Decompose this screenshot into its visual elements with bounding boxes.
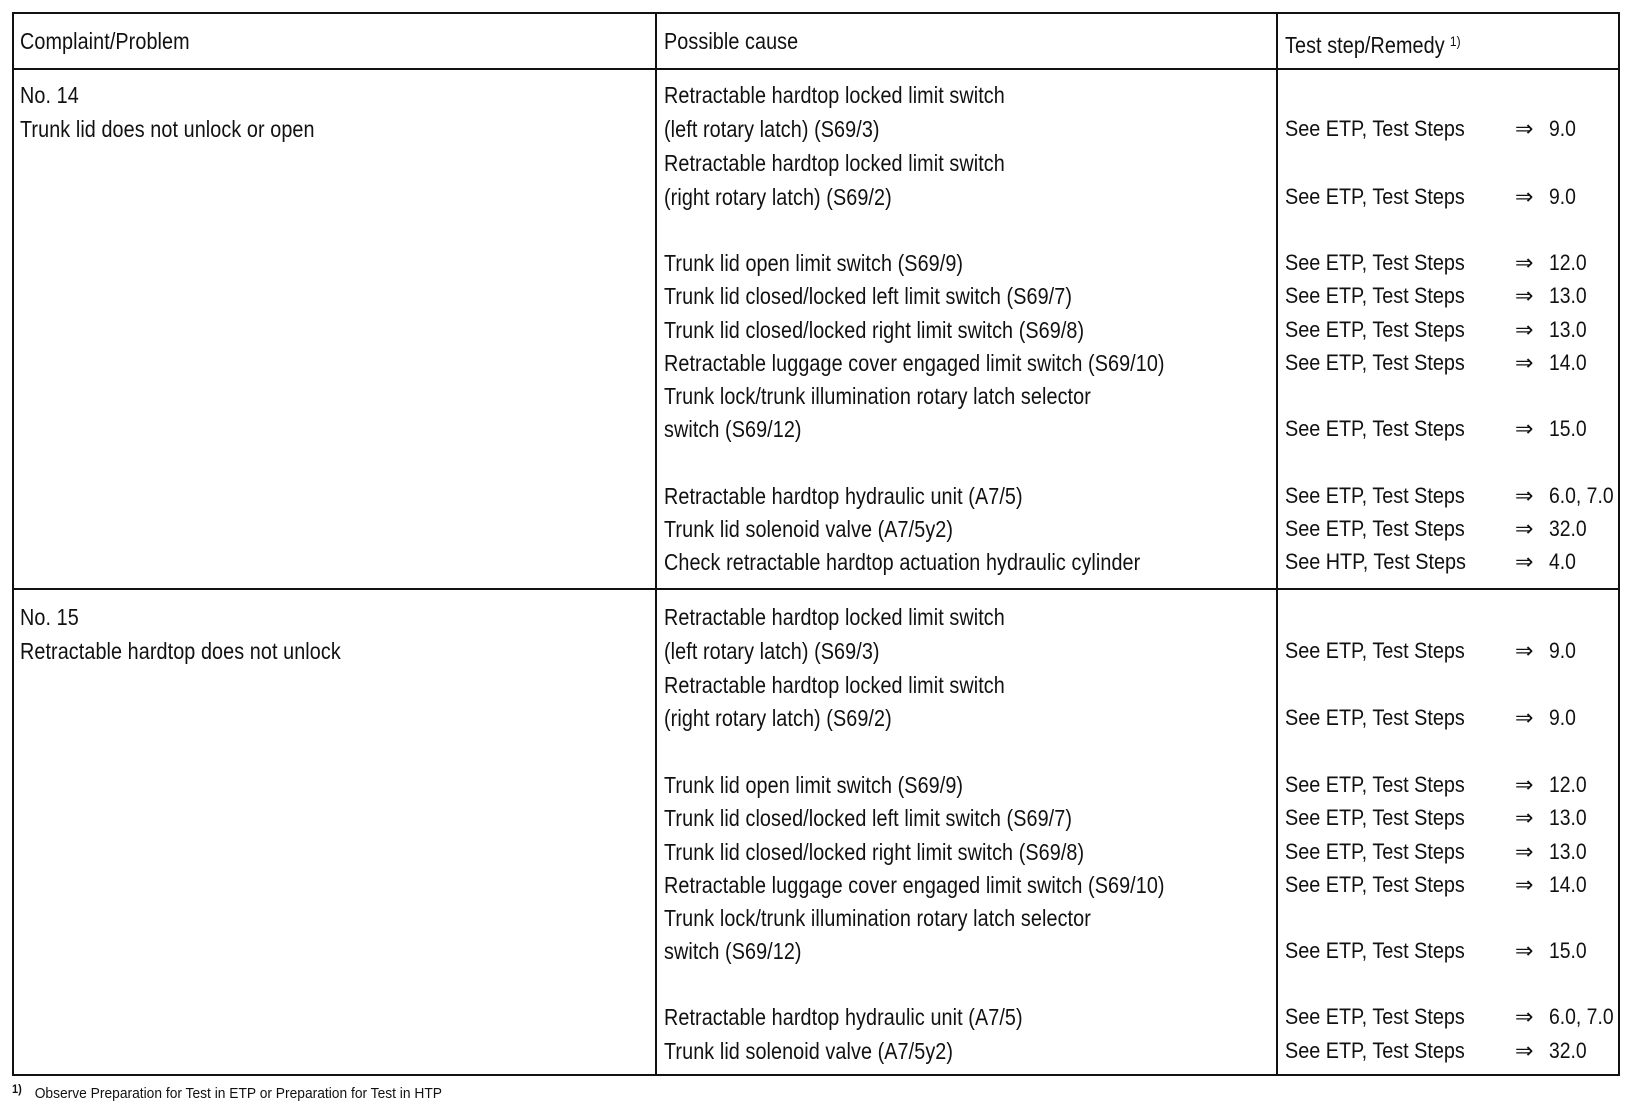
header-remedy (1285, 28, 1461, 58)
column-divider-cause (655, 12, 657, 1076)
remedy-step: 32.0 (1549, 1038, 1587, 1063)
row-15-remedy (1285, 839, 1592, 865)
arrow-icon: ⇒ (1515, 638, 1534, 663)
remedy-text: See ETP, Test Steps (1285, 516, 1465, 541)
remedy-text: See ETP, Test Steps (1285, 283, 1465, 308)
remedy-text: See ETP, Test Steps (1285, 317, 1465, 342)
row-15-remedy (1285, 638, 1580, 664)
arrow-icon: ⇒ (1515, 350, 1534, 375)
footnote-text: Observe Preparation for Test in ETP or Preparation for Test in HTP (34, 1085, 442, 1102)
row-14-remedy (1285, 116, 1580, 142)
row-15-complaint: Retractable hardtop does not unlock (20, 638, 341, 664)
row-15-cause-line: Trunk lid solenoid valve (A7/5y2) (664, 1038, 954, 1064)
row-15-cause-line: Retractable hardtop locked limit switch (664, 604, 1005, 630)
remedy-text: See ETP, Test Steps (1285, 705, 1465, 730)
remedy-step: 6.0, 7.0 (1549, 483, 1614, 508)
arrow-icon: ⇒ (1515, 516, 1534, 541)
arrow-icon: ⇒ (1515, 549, 1534, 574)
row-15-cause-line: Trunk lid open limit switch (S69/9) (664, 772, 964, 798)
remedy-step: 15.0 (1549, 938, 1587, 963)
header-cause: Possible cause (664, 28, 799, 54)
footnote-mark: 1) (12, 1082, 22, 1096)
remedy-step: 9.0 (1549, 638, 1576, 663)
row-15-remedy (1285, 805, 1592, 831)
arrow-icon: ⇒ (1515, 839, 1534, 864)
header-remedy-label: Test step/Remedy (1285, 32, 1445, 58)
arrow-icon: ⇒ (1515, 483, 1534, 508)
remedy-step: 12.0 (1549, 250, 1587, 275)
row-14-cause-line: Trunk lid open limit switch (S69/9) (664, 250, 964, 276)
row-15-number: No. 15 (20, 604, 79, 630)
remedy-step: 9.0 (1549, 116, 1576, 141)
column-divider-remedy (1276, 12, 1278, 1076)
row-14-remedy (1285, 516, 1592, 542)
remedy-step: 13.0 (1549, 283, 1587, 308)
remedy-text: See ETP, Test Steps (1285, 805, 1465, 830)
row-15-remedy (1285, 872, 1592, 898)
row-14-remedy (1285, 483, 1622, 509)
row-15-cause-line: (left rotary latch) (S69/3) (664, 638, 880, 664)
row-14-remedy (1285, 250, 1592, 276)
arrow-icon: ⇒ (1515, 416, 1534, 441)
remedy-text: See ETP, Test Steps (1285, 638, 1465, 663)
row-14-number: No. 14 (20, 82, 79, 108)
remedy-text: See HTP, Test Steps (1285, 549, 1466, 574)
row-15-cause-line: Retractable hardtop hydraulic unit (A7/5) (664, 1004, 1023, 1030)
arrow-icon: ⇒ (1515, 1038, 1534, 1063)
row-14-cause-line: (left rotary latch) (S69/3) (664, 116, 880, 142)
remedy-text: See ETP, Test Steps (1285, 483, 1465, 508)
remedy-step: 13.0 (1549, 805, 1587, 830)
header-remedy-footnote-ref: 1) (1449, 33, 1461, 49)
arrow-icon: ⇒ (1515, 250, 1534, 275)
header-divider (12, 68, 1620, 70)
arrow-icon: ⇒ (1515, 772, 1534, 797)
row-15-cause-line: Trunk lock/trunk illumination rotary latch selector (664, 905, 1091, 931)
remedy-step: 12.0 (1549, 772, 1587, 797)
row-15-cause-line: Trunk lid closed/locked right limit switch (S69/8) (664, 839, 1085, 865)
row-14-complaint: Trunk lid does not unlock or open (20, 116, 315, 142)
arrow-icon: ⇒ (1515, 938, 1534, 963)
row-divider (12, 588, 1620, 590)
row-14-cause-line: Retractable luggage cover engaged limit switch (S69/10) (664, 350, 1165, 376)
row-15-cause-line: Trunk lid closed/locked left limit switch (S69/7) (664, 805, 1073, 831)
row-14-remedy (1285, 350, 1592, 376)
remedy-step: 14.0 (1549, 872, 1587, 897)
row-15-cause-line: switch (S69/12) (664, 938, 802, 964)
remedy-text: See ETP, Test Steps (1285, 350, 1465, 375)
row-14-cause-line: Retractable hardtop locked limit switch (664, 150, 1005, 176)
row-14-cause-line: Trunk lid closed/locked right limit switch (S69/8) (664, 317, 1085, 343)
row-14-cause-line: Retractable hardtop locked limit switch (664, 82, 1005, 108)
remedy-text: See ETP, Test Steps (1285, 416, 1465, 441)
row-15-remedy (1285, 938, 1592, 964)
remedy-text: See ETP, Test Steps (1285, 938, 1465, 963)
remedy-text: See ETP, Test Steps (1285, 872, 1465, 897)
remedy-text: See ETP, Test Steps (1285, 772, 1465, 797)
remedy-text: See ETP, Test Steps (1285, 1004, 1465, 1029)
row-14-cause-line: Trunk lid closed/locked left limit switch (S69/7) (664, 283, 1073, 309)
row-15-cause-line: (right rotary latch) (S69/2) (664, 705, 892, 731)
row-15-cause-line: Retractable hardtop locked limit switch (664, 672, 1005, 698)
remedy-text: See ETP, Test Steps (1285, 839, 1465, 864)
remedy-text: See ETP, Test Steps (1285, 250, 1465, 275)
footnote (12, 1082, 442, 1102)
remedy-step: 14.0 (1549, 350, 1587, 375)
row-14-cause-line: Retractable hardtop hydraulic unit (A7/5) (664, 483, 1023, 509)
row-14-cause-line: Trunk lid solenoid valve (A7/5y2) (664, 516, 954, 542)
row-14-remedy (1285, 317, 1592, 343)
remedy-text: See ETP, Test Steps (1285, 184, 1465, 209)
row-14-cause-line: Check retractable hardtop actuation hydraulic cylinder (664, 549, 1141, 575)
header-complaint: Complaint/Problem (20, 28, 190, 54)
remedy-step: 9.0 (1549, 705, 1576, 730)
row-15-cause-line: Retractable luggage cover engaged limit switch (S69/10) (664, 872, 1165, 898)
remedy-step: 9.0 (1549, 184, 1576, 209)
remedy-step: 32.0 (1549, 516, 1587, 541)
row-14-remedy (1285, 283, 1592, 309)
row-14-cause-line: (right rotary latch) (S69/2) (664, 184, 892, 210)
remedy-step: 13.0 (1549, 317, 1587, 342)
arrow-icon: ⇒ (1515, 705, 1534, 730)
remedy-step: 6.0, 7.0 (1549, 1004, 1614, 1029)
arrow-icon: ⇒ (1515, 184, 1534, 209)
row-15-remedy (1285, 1038, 1592, 1064)
row-14-remedy (1285, 416, 1592, 442)
row-15-remedy (1285, 772, 1592, 798)
arrow-icon: ⇒ (1515, 872, 1534, 897)
remedy-step: 13.0 (1549, 839, 1587, 864)
remedy-text: See ETP, Test Steps (1285, 116, 1465, 141)
remedy-step: 15.0 (1549, 416, 1587, 441)
row-15-remedy (1285, 1004, 1622, 1030)
arrow-icon: ⇒ (1515, 805, 1534, 830)
remedy-step: 4.0 (1549, 549, 1576, 574)
remedy-text: See ETP, Test Steps (1285, 1038, 1465, 1063)
row-14-cause-line: switch (S69/12) (664, 416, 802, 442)
row-15-remedy (1285, 705, 1580, 731)
row-14-remedy (1285, 549, 1580, 575)
row-14-cause-line: Trunk lock/trunk illumination rotary latch selector (664, 383, 1091, 409)
arrow-icon: ⇒ (1515, 317, 1534, 342)
arrow-icon: ⇒ (1515, 1004, 1534, 1029)
arrow-icon: ⇒ (1515, 283, 1534, 308)
arrow-icon: ⇒ (1515, 116, 1534, 141)
row-14-remedy (1285, 184, 1580, 210)
